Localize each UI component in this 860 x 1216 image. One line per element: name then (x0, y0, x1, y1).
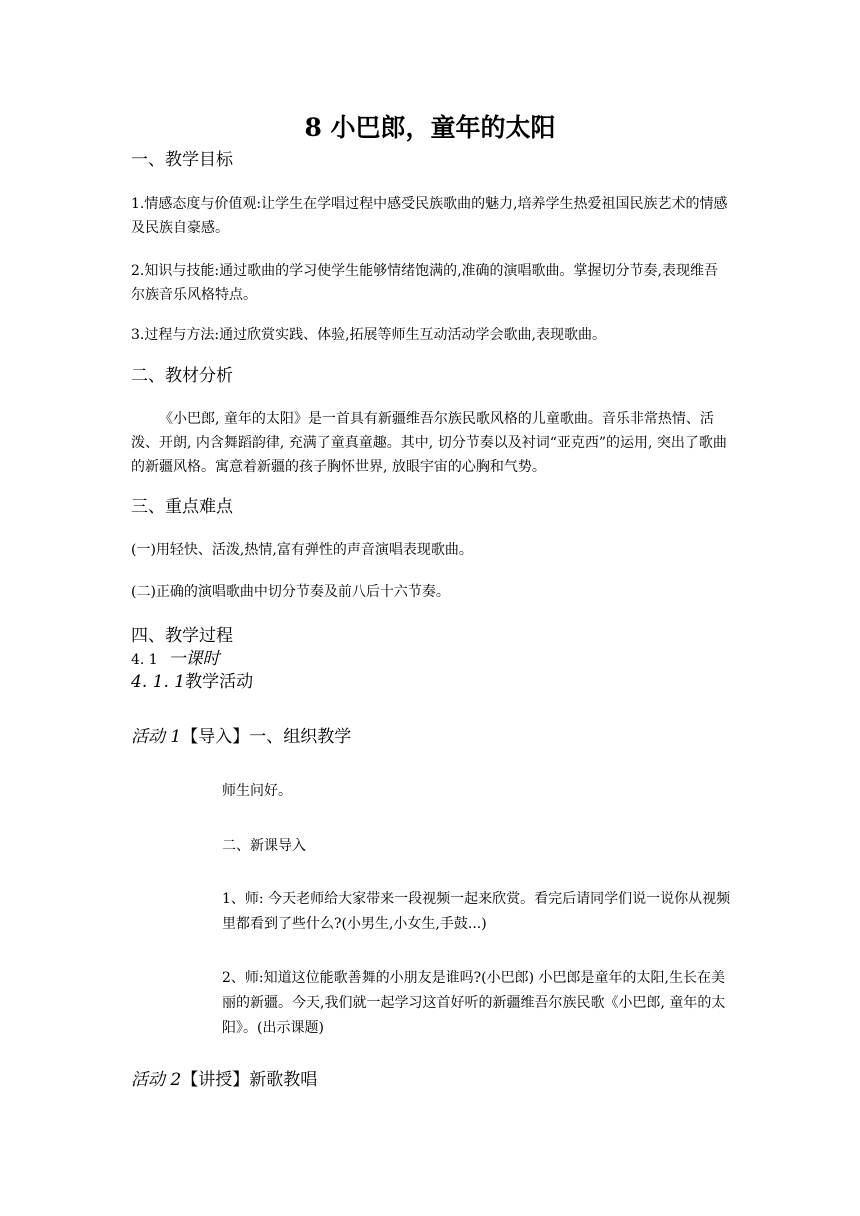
objective-paragraph-2: 2.知识与技能:通过歌曲的学习使学生能够情绪饱满的,准确的演唱歌曲。掌握切分节奏,表现维吾尔族音乐风格特点。 (131, 263, 718, 303)
activity-2-tag: 【讲授】 (181, 1070, 250, 1090)
subsection-heading-lesson (131, 647, 220, 672)
activity-1-item-step-1: 1、师: 今天老师给大家带来一段视频一起来欣赏。看完后请同学们说一说你从视频里都看到了些什么?(小男生,小女生,手鼓...) (222, 891, 731, 932)
section-heading-process: 四、教学过程 (131, 626, 233, 646)
activity-1-item-greeting: 师生问好。 (222, 783, 292, 799)
subsection-heading-activities (131, 670, 253, 694)
activity-1-tag: 【导入】 (181, 727, 250, 747)
activity-1-label: 活动 1 (131, 727, 182, 747)
objective-paragraph-1: 1.情感态度与价值观:让学生在学唱过程中感受民族歌曲的魅力,培养学生热爱祖国民族艺术的情感及民族自豪感。 (131, 196, 728, 236)
subsection-label: 一课时 (168, 649, 220, 669)
analysis-paragraph: 《小巴郎, 童年的太阳》是一首具有新疆维吾尔族民歌风格的儿童歌曲。音乐非常热情、活泼、开朗, 内含舞蹈韵律, 充满了童真童趣。其中, 切分节奏以及衬词“亚克西”的运用, 突出了歌曲的新疆风格。寓意着新疆的孩子胸怀世界, 放眼宇宙的心胸和气势。 (131, 411, 727, 475)
subsubsection-number: 4. 1. 1 (131, 672, 186, 692)
key-point-1: (一)用轻快、活泼,热情,富有弹性的声音演唱表现歌曲。 (131, 542, 473, 558)
section-heading-objectives: 一、教学目标 (131, 150, 233, 170)
activity-1-heading (131, 725, 351, 749)
subsection-number: 4. 1 (131, 652, 158, 668)
key-point-2: (二)正确的演唱歌曲中切分节奏及前八后十六节奏。 (131, 584, 450, 600)
section-heading-key-points: 三、重点难点 (131, 497, 233, 517)
activity-1-text: 一、组织教学 (249, 727, 352, 747)
subsubsection-label: 教学活动 (185, 672, 254, 692)
activity-2-label: 活动 2 (131, 1070, 182, 1090)
activity-2-heading (131, 1068, 317, 1092)
page-title: 8 小巴郎，童年的太阳 (304, 113, 556, 142)
objective-paragraph-3: 3.过程与方法:通过欣赏实践、体验,拓展等师生互动活动学会歌曲,表现歌曲。 (131, 327, 606, 343)
section-heading-analysis: 二、教材分析 (131, 366, 233, 386)
activity-1-item-step-2: 2、师:知道这位能歌善舞的小朋友是谁吗?(小巴郎) 小巴郎是童年的太阳,生长在美丽的新疆。今天,我们就一起学习这首好听的新疆维吾尔族民歌《小巴郎, 童年的太阳》。(出示课题) (222, 970, 726, 1036)
activity-2-text: 新歌教唱 (249, 1070, 318, 1090)
activity-1-item-new-lesson: 二、新课导入 (222, 838, 306, 854)
